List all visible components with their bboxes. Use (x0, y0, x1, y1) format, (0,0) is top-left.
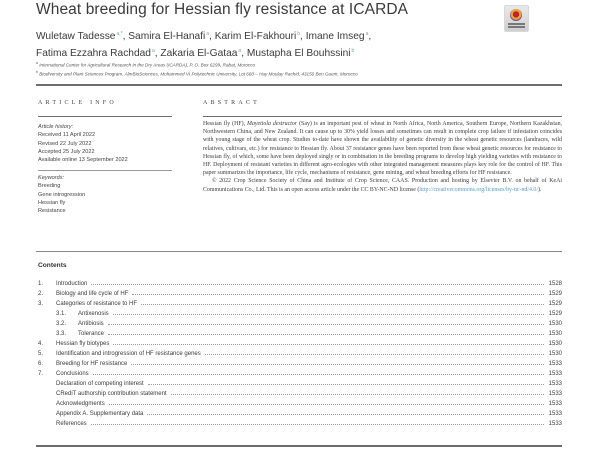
dot-leader (108, 334, 544, 335)
contents-title: Contents (38, 262, 67, 269)
toc-item-tolerance[interactable]: 3.3. Tolerance 1530 (56, 331, 562, 337)
license-link[interactable]: http://creativecommons.org/licenses/by-nc-nd/4.0/ (419, 186, 539, 193)
toc-item-biotypes[interactable]: 4. Hessian fly biotypes 1530 (38, 341, 562, 347)
keywords-divider (38, 170, 172, 171)
toc-item-acknowledgments[interactable]: Acknowledgments 1533 (56, 401, 562, 407)
toc-item-introduction[interactable]: 1. Introduction 1528 (38, 281, 562, 287)
article-info-heading: ARTICLE INFO (38, 100, 117, 106)
check-for-updates-icon[interactable] (504, 5, 529, 32)
author-link[interactable]: Imane Imseg (305, 31, 365, 42)
keyword-item: Gene introgression (38, 191, 86, 198)
abstract-body (203, 120, 562, 194)
history-label: Article history: (38, 124, 74, 130)
dot-leader (91, 284, 544, 285)
keyword-item: Hessian fly (38, 199, 66, 206)
affiliation-marker[interactable]: a (238, 48, 242, 54)
history-online: Available online 13 September 2022 (38, 157, 128, 164)
author-link[interactable]: Mustapha El Bouhssini (246, 48, 351, 59)
history-received: Received 11 April 2022 (38, 132, 96, 139)
copyright-notice: © 2022 Crop Science Society of China and Institute of Crop Science, CAAS. Production and hosting by Elsevier B.V. on behalf of KeAi Communications Co., Ltd. This is an open access article under the CC BY-NC-ND license (http://creativecommons.org/licenses/by-nc-nd/4.0/). (203, 178, 562, 193)
toc-item-references[interactable]: References 1533 (56, 421, 562, 427)
abstract-paragraph: Hessian fly (HF), Mayetiola destructor (Say) is an important pest of wheat in North Africa, North America, Southern Europe, Northern Kazakhstan, Northwestern China, and New Zealand. It can cause up to 30% yield losses and sometimes can result in complete crop failure if infestation coincides with young stage of the wheat crop. Studies to-date have shown the availability of genetic diversity in the wheat genetic resources (landraces, wild relatives, cultivars, etc.) for resistance to Hessian fly. About 37 resistance genes have been reported from these wheat genetic resources for resistance to Hessian fly, of which, some have been deployed singly or in combination in the breeding programs to develop high yielding varieties with resistance to HF. Deployment of resistant varieties in different agro-ecologies with other integrated management measures plays key role for the control of HF. This paper summarizes the importance, life cycle, mechanisms of resistance, gene mining, and wheat breeding efforts for HF resistance. (203, 121, 562, 177)
keyword-item: Resistance (38, 208, 66, 215)
dot-leader (93, 374, 544, 375)
author-link[interactable]: Samira El-Hanafi (128, 31, 206, 42)
toc-item-credit-statement[interactable]: CRediT authorship contribution statement 1533 (56, 391, 562, 397)
article-history (38, 123, 128, 164)
toc-item-identification[interactable]: 5. Identification and introgression of HF resistance genes 1530 (38, 351, 562, 357)
article-title: Wheat breeding for Hessian fly resistance at ICARDA (36, 1, 409, 18)
author-link[interactable]: Fatima Ezzahra Rachdad (36, 48, 151, 59)
dot-leader (113, 314, 544, 315)
toc-item-antibiosis[interactable]: 3.2. Antibiosis 1530 (56, 321, 562, 327)
toc-item-conclusions[interactable]: 7. Conclusions 1533 (38, 371, 562, 377)
keywords (38, 174, 85, 215)
dot-leader (113, 344, 544, 345)
dot-leader (171, 394, 544, 395)
author-list (36, 27, 371, 61)
dot-leader (148, 384, 544, 385)
dot-leader (108, 324, 544, 325)
history-revised: Revised 22 July 2022 (38, 140, 92, 147)
affiliation-marker[interactable]: b (297, 31, 301, 37)
affiliation-item: $^b$ Biodiversity and Plant Sciences Program, AlmBioSciences, Mohammed VI Polytechnic University, Lot 660 – Hay Moulay Rachid, 43150 Ben Guerir, Morocco (36, 70, 358, 77)
affiliation-marker[interactable]: a,* (116, 31, 123, 37)
dot-leader (131, 364, 544, 365)
keyword-item: Breeding (38, 183, 61, 190)
contents-top-divider (36, 251, 562, 252)
badge-logo (510, 9, 522, 21)
toc-item-biology[interactable]: 2. Biology and life cycle of HF 1529 (38, 291, 562, 297)
toc-item-competing-interest[interactable]: Declaration of competing interest 1533 (56, 381, 562, 387)
affiliation-marker[interactable]: a (365, 31, 369, 37)
species-name: Mayetiola destructor (247, 121, 298, 127)
dot-leader (141, 304, 544, 305)
toc-item-breeding[interactable]: 6. Breeding for HF resistance 1533 (38, 361, 562, 367)
abstract-divider (203, 116, 562, 117)
author-line-1: Wuletaw Tadesse$^{a,*}$, Samira El-Hanafi$^a$, Karim El-Fakhouri$^b$, Imane Imseg$^a$, (36, 31, 372, 42)
dot-leader (91, 424, 544, 425)
affiliations (36, 60, 358, 78)
affiliation-marker[interactable]: a (206, 31, 210, 37)
toc-item-categories[interactable]: 3. Categories of resistance to HF 1529 (38, 301, 562, 307)
dot-leader (132, 294, 544, 295)
affiliation-marker[interactable]: b (351, 48, 355, 54)
dot-leader (147, 414, 544, 415)
dot-leader (205, 354, 544, 355)
author-link[interactable]: Karim El-Fakhouri (214, 31, 297, 42)
author-link[interactable]: Wuletaw Tadesse (36, 31, 116, 42)
toc-item-antixenosis[interactable]: 3.1. Antixenosis 1529 (56, 311, 562, 317)
table-of-contents (38, 281, 562, 431)
abstract-heading: ABSTRACT (203, 100, 260, 106)
header-divider (36, 84, 562, 86)
dot-leader (109, 404, 544, 405)
keywords-label: Keywords: (38, 175, 65, 181)
badge-text (508, 23, 525, 25)
contents-bottom-divider (36, 445, 562, 447)
toc-item-appendix[interactable]: Appendix A. Supplementary data 1533 (56, 411, 562, 417)
author-line-2: Fatima Ezzahra Rachdad$^a$, Zakaria El-Gataa$^a$, Mustapha El Bouhssini$^b$ (36, 48, 355, 59)
history-accepted: Accepted 25 July 2022 (38, 148, 95, 155)
author-link[interactable]: Zakaria El-Gataa (160, 48, 238, 59)
article-info-divider (38, 116, 172, 117)
affiliation-item: $^a$ International Center for Agricultural Research in the Dry Areas (ICARDA), P. O. Box 6299, Rabat, Morocco (36, 61, 256, 68)
affiliation-marker[interactable]: a (151, 48, 155, 54)
